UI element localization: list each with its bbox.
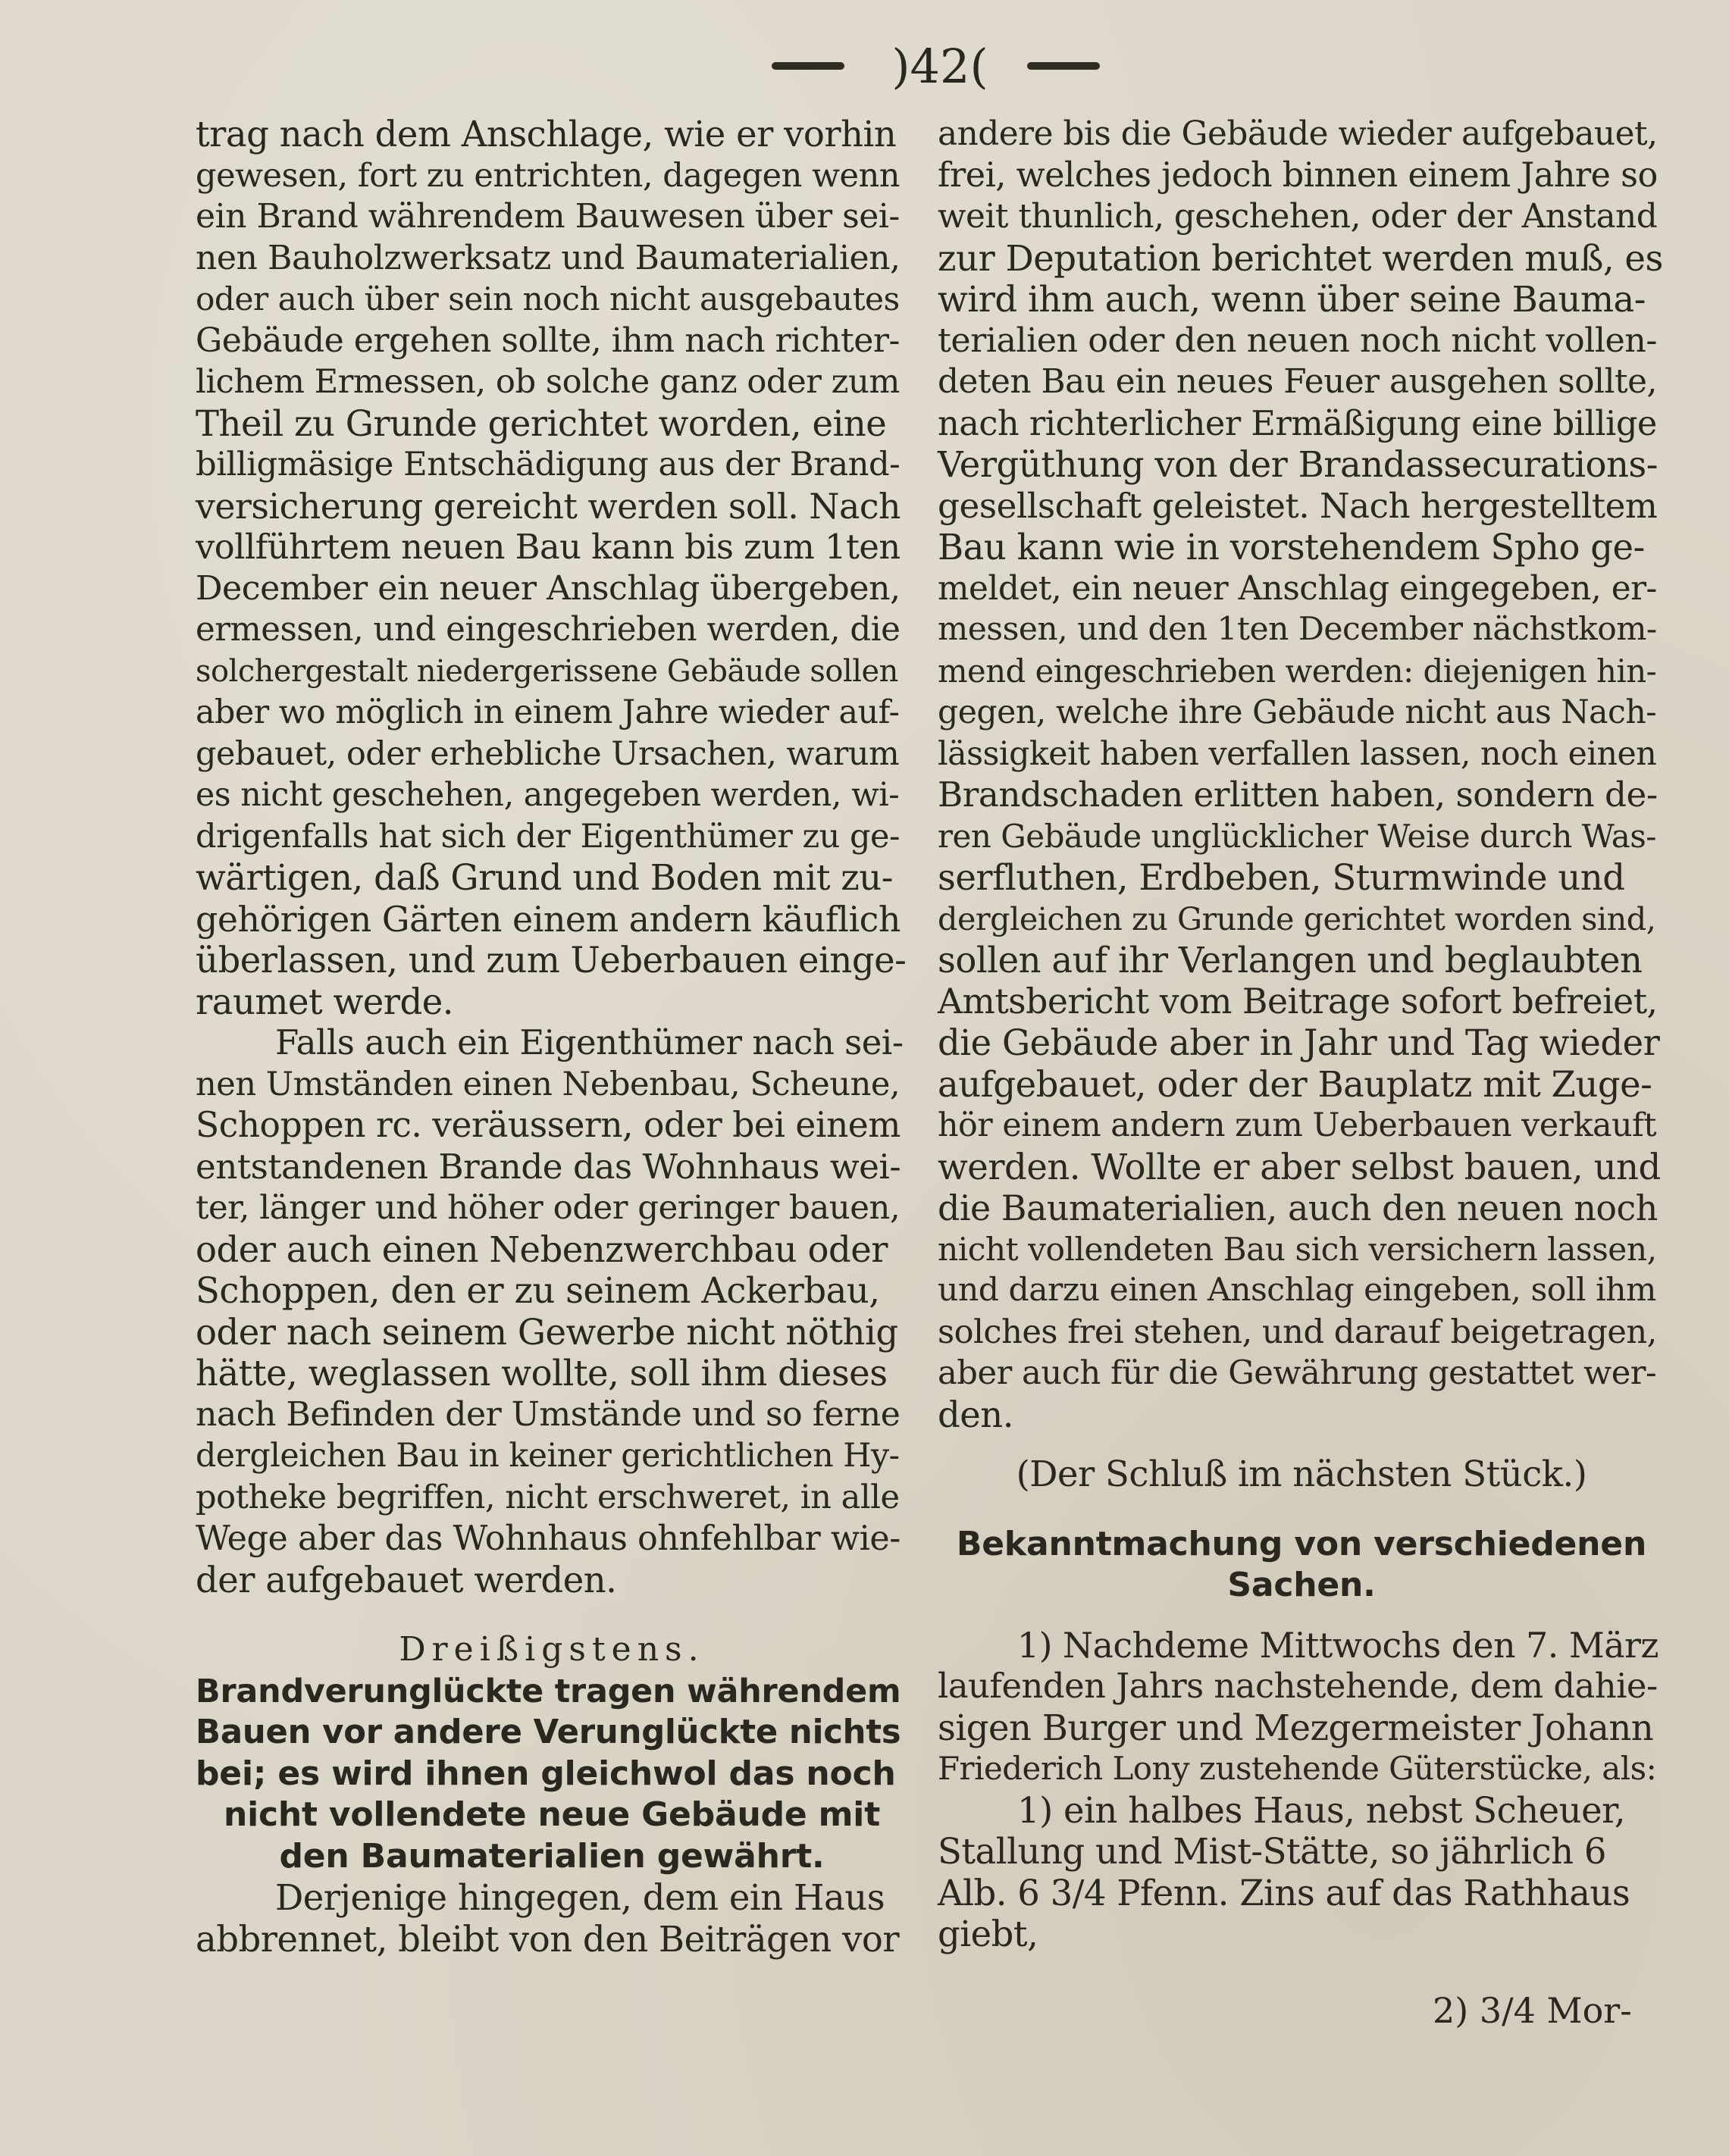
text-line: zur Deputation berichtet werden muß, es bbox=[938, 237, 1663, 279]
text-line: die Gebäude aber in Jahr und Tag wieder bbox=[938, 1022, 1660, 1063]
left-column bbox=[196, 114, 908, 1960]
text-line: lässigkeit haben verfallen lassen, noch einen bbox=[938, 734, 1657, 773]
text-line: und darzu einen Anschlag eingeben, soll ihm bbox=[938, 1272, 1656, 1309]
text-line: andere bis die Gebäude wieder aufgebauet, bbox=[938, 114, 1658, 153]
text-line: serfluthen, Erdbeben, Sturmwinde und bbox=[938, 857, 1625, 898]
text-line: hör einem andern zum Ueberbauen verkauft bbox=[938, 1106, 1657, 1144]
text-line: hätte, weglassen wollte, soll ihm dieses bbox=[196, 1353, 888, 1394]
text-line: Stallung und Mist-Stätte, so jährlich 6 bbox=[938, 1831, 1606, 1872]
left-paragraph-2 bbox=[196, 1022, 908, 1601]
text-line: aber wo möglich in einem Jahre wieder auf- bbox=[196, 693, 900, 731]
text-line: mend eingeschrieben werden: diejenigen hin- bbox=[938, 652, 1657, 690]
text-line: werden. Wollte er aber selbst bauen, und bbox=[938, 1146, 1661, 1188]
announcement-heading bbox=[938, 1524, 1665, 1607]
text-line: vollführtem neuen Bau kann bis zum 1ten bbox=[196, 527, 901, 567]
section-heading: Dreißigstens. bbox=[399, 1630, 705, 1669]
text-line: wird ihm auch, wenn über seine Bauma- bbox=[938, 279, 1646, 320]
heading-line: Sachen. bbox=[1227, 1566, 1376, 1604]
text-line: giebt, bbox=[938, 1913, 1038, 1954]
section-summary bbox=[196, 1671, 908, 1878]
text-line: deten Bau ein neues Feuer ausgehen sollte, bbox=[938, 362, 1657, 401]
text-line: Wege aber das Wohnhaus ohnfehlbar wie- bbox=[196, 1519, 901, 1558]
text-line: December ein neuer Anschlag übergeben, bbox=[196, 568, 901, 608]
announcement-item-1 bbox=[938, 1790, 1665, 1955]
right-column bbox=[938, 114, 1665, 1955]
summary-line: Brandverunglückte tragen währendem bbox=[196, 1672, 901, 1710]
summary-line: Bauen vor andere Verunglückte nichts bbox=[196, 1713, 901, 1751]
text-line: ter, länger und höher oder geringer bauen, bbox=[196, 1189, 901, 1227]
left-paragraph-1 bbox=[196, 114, 908, 1022]
right-paragraph-1 bbox=[938, 114, 1665, 1435]
text-line: oder nach seinem Gewerbe nicht nöthig bbox=[196, 1311, 898, 1353]
text-line: versicherung gereicht werden soll. Nach bbox=[196, 485, 901, 527]
text-line: Schoppen, den er zu seinem Ackerbau, bbox=[196, 1270, 880, 1311]
text-line: Derjenige hingegen, dem ein Haus bbox=[275, 1877, 885, 1918]
page-header bbox=[0, 36, 1729, 97]
text-line: Falls auch ein Eigenthümer nach sei- bbox=[275, 1022, 904, 1062]
text-line: Friederich Lony zustehende Güterstücke, als: bbox=[938, 1750, 1657, 1787]
text-line: sollen auf ihr Verlangen und beglaubten bbox=[938, 940, 1643, 981]
text-line: oder auch über sein noch nicht ausgebautes bbox=[196, 280, 900, 318]
text-line: meldet, ein neuer Anschlag eingegeben, er- bbox=[938, 568, 1657, 608]
text-line: überlassen, und zum Ueberbauen einge- bbox=[196, 940, 907, 981]
text-line: trag nach dem Anschlage, wie er vorhin bbox=[196, 114, 897, 155]
text-line: ein Brand währendem Bauwesen über sei- bbox=[196, 197, 900, 236]
text-line: Gebäude ergehen sollte, ihm nach richter- bbox=[196, 321, 900, 360]
text-line: nen Bauholzwerksatz und Baumaterialien, bbox=[196, 238, 901, 277]
text-line: den. bbox=[938, 1394, 1014, 1435]
text-line: 1) ein halbes Haus, nebst Scheuer, bbox=[1017, 1789, 1626, 1831]
text-line: terialien oder den neuen noch nicht vollen- bbox=[938, 321, 1657, 360]
text-line: Alb. 6 3/4 Pfenn. Zins auf das Rathhaus bbox=[938, 1872, 1630, 1913]
text-line: weit thunlich, geschehen, oder der Anstand bbox=[938, 197, 1658, 236]
text-line: nach richterlicher Ermäßigung eine billige bbox=[938, 403, 1657, 443]
text-line: nen Umständen einen Nebenbau, Scheune, bbox=[196, 1065, 901, 1103]
text-line: lichem Ermessen, ob solche ganz oder zum bbox=[196, 363, 900, 401]
text-line: laufenden Jahrs nachstehende, dem dahie- bbox=[938, 1666, 1658, 1706]
text-line: messen, und den 1ten December nächstkom- bbox=[938, 611, 1657, 648]
left-paragraph-3 bbox=[196, 1877, 908, 1960]
text-line: Vergüthung von der Brandassecurations- bbox=[938, 444, 1658, 485]
text-line: 1) Nachdeme Mittwochs den 7. März bbox=[1017, 1624, 1659, 1666]
text-line: Bau kann wie in vorstehendem Spho ge- bbox=[938, 527, 1645, 568]
header-rule-right bbox=[1027, 62, 1100, 70]
text-line: sigen Burger und Mezgermeister Johann bbox=[938, 1707, 1654, 1748]
text-line: potheke begriffen, nicht erschweret, in alle bbox=[196, 1478, 900, 1516]
summary-line: bei; es wird ihnen gleichwol das noch bbox=[196, 1754, 896, 1793]
continuation-note: (Der Schluß im nächsten Stück.) bbox=[1016, 1454, 1587, 1494]
text-line: entstandenen Brande das Wohnhaus wei- bbox=[196, 1146, 901, 1187]
text-line: solchergestalt niedergerissene Gebäude sollen bbox=[196, 653, 898, 689]
page-number: )42( bbox=[891, 39, 988, 94]
catchword: 2) 3/4 Mor- bbox=[1433, 1990, 1632, 2031]
text-line: gesellschaft geleistet. Nach hergestelltem bbox=[938, 485, 1658, 526]
text-line: billigmäsige Entschädigung aus der Brand- bbox=[196, 446, 901, 483]
text-line: es nicht geschehen, angegeben werden, wi- bbox=[196, 776, 900, 814]
text-line: wärtigen, daß Grund und Boden mit zu- bbox=[196, 857, 893, 898]
text-line: ermessen, und eingeschrieben werden, die bbox=[196, 611, 901, 649]
text-line: gehörigen Gärten einem andern käuflich bbox=[196, 898, 901, 940]
text-line: drigenfalls hat sich der Eigenthümer zu ge- bbox=[196, 817, 900, 856]
text-line: der aufgebauet werden. bbox=[196, 1559, 617, 1601]
text-line: Amtsbericht vom Beitrage sofort befreiet, bbox=[938, 981, 1658, 1022]
text-line: nach Befinden der Umstände und so ferne bbox=[196, 1394, 901, 1434]
text-line: gebauet, oder erhebliche Ursachen, warum bbox=[196, 734, 900, 773]
text-line: raumet werde. bbox=[196, 981, 454, 1022]
text-line: solches frei stehen, und darauf beigetragen, bbox=[938, 1313, 1657, 1351]
text-line: nicht vollendeten Bau sich versichern lassen, bbox=[938, 1230, 1657, 1268]
text-line: Brandschaden erlitten haben, sondern de- bbox=[938, 774, 1658, 815]
text-line: oder auch einen Nebenzwerchbau oder bbox=[196, 1228, 888, 1270]
summary-line: den Baumaterialien gewährt. bbox=[279, 1836, 825, 1876]
text-line: frei, welches jedoch binnen einem Jahre so bbox=[938, 155, 1658, 195]
text-line: abbrennet, bleibt von den Beiträgen vor bbox=[196, 1918, 900, 1960]
text-line: gewesen, fort zu entrichten, dagegen wenn bbox=[196, 156, 901, 195]
heading-line: Bekanntmachung von verschiedenen bbox=[956, 1524, 1647, 1563]
text-line: Theil zu Grunde gerichtet worden, eine bbox=[196, 402, 887, 444]
announcement-text bbox=[938, 1625, 1665, 1790]
header-rule-left bbox=[772, 62, 844, 70]
text-line: dergleichen zu Grunde gerichtet worden sind, bbox=[938, 900, 1656, 937]
text-line: dergleichen Bau in keiner gerichtlichen Hy- bbox=[196, 1437, 900, 1475]
text-line: Schoppen rc. veräussern, oder bei einem bbox=[196, 1105, 901, 1145]
text-line: gegen, welche ihre Gebäude nicht aus Nach- bbox=[938, 693, 1657, 731]
summary-line: nicht vollendete neue Gebäude mit bbox=[223, 1795, 881, 1834]
text-line: die Baumaterialien, auch den neuen noch bbox=[938, 1188, 1658, 1228]
text-line: aber auch für die Gewährung gestattet wer- bbox=[938, 1354, 1657, 1392]
text-line: ren Gebäude unglücklicher Weise durch Was- bbox=[938, 817, 1656, 855]
text-line: aufgebauet, oder der Bauplatz mit Zuge- bbox=[938, 1063, 1652, 1105]
